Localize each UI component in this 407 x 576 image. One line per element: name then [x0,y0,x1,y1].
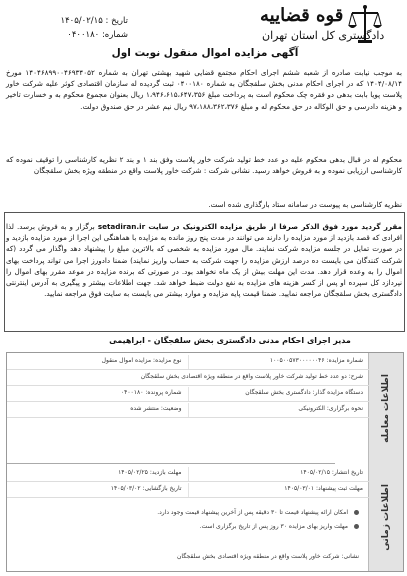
table-footer [177,553,359,560]
list-item [157,509,359,516]
date-value: ۱۴۰۵/۰۲/۱۵ [60,16,103,26]
table-cell: تاریخ انتشار: ۱۴۰۵/۰۲/۱۵ [188,467,370,481]
paragraph-ruling: به موجب نیابت صادره از شعبه ششم اجرای احکام مجتمع قضایی شهید بهشتی تهران به شماره ۱۴۰۴۶۸۹۹۰۰۴۶۹۳۴۰۵۲ مورخ ۱۴۰۴/۰۸/۱۴ که در اجرای احکام مدنی بخش سلقجگان به شماره ۰۴۰۰۱۸۰ ثبت گردیده له سازمان اقتصادی کوثر علیه شرکت خاور پلاست پویا بابت بدهی دو فقره چک محکوم است به پرداخت مبلغ ۱،۹۴۶،۶۱۵،۶۴۷،۳۵۶ ریال بعنوان مجموع محکوم به و خسارت تاخیر و هزینه دادرسی و حق الوکاله در حق محکوم له و مبلغ ۹۷،۱۸۸،۳۶۲،۳۷۶ ریال نیم عشر در حق صندوق دولت. [6,68,402,111]
bullet-icon [354,524,359,529]
table-cell: مهلت بازدید: ۱۴۰۵/۰۲/۲۵ [118,469,182,476]
table-row [7,371,369,386]
bullet-icon [354,510,359,515]
footer-text: نشانی: شرکت خاور پلاست واقع در منطقه ویژه اقتصادی بخش سلقجگان [176,553,359,560]
paragraph-auction-terms [6,221,402,327]
number-label: شماره: [101,30,128,40]
auction-terms-lead: مقرر گردید مورد فوق الذکر صرفا از طریق مزایده الکترونیک در سایت setadiran.ir [97,222,402,231]
table-cell: مهلت ثبت پیشنهاد: ۱۴۰۵/۰۳/۰۱ [188,483,370,497]
auction-info-table [6,352,404,572]
notice-title: آگهی مزایده اموال منقول نوبت اول [111,47,299,59]
table-cell: تاریخ بازگشایی: ۱۴۰۵/۰۳/۰۲ [110,485,182,492]
table-cell: شماره مزایده: ۱۰۰۵۰۰۵۷۳۰۰۰۰۰۰۴۶ [188,355,370,369]
table-row [7,387,369,402]
section-label-timing: اطلاعات زمانی [381,483,391,551]
signature-line: مدیر اجرای احکام مدنی دادگستری بخش سلقجگان - ابراهیمی [109,336,351,345]
note-text: امکان ارائه پیشنهاد قیمت تا ۳۰ دقیقه پس از آخرین پیشنهاد قیمت وجود دارد. [157,509,348,516]
table-cell: نوع مزایده: مزایده اموال منقول [101,357,182,364]
section-divider [7,463,335,464]
table-rows [7,353,369,571]
table-row [7,467,369,482]
list-item [200,523,359,530]
paragraph-seizure: محکوم له در قبال بدهی محکوم علیه دو عدد خط تولید شرکت خاور پلاست وفق بند ۱ و بند ۲ نظریه کارشناسی را توقیف نموده که کارشناسی ارزیابی نموده و به فروش خواهد رسید. نشانی شرکت : شرکت خاور پلاست واقع در منطقه ویژه بخش سلقجگان [6,155,402,176]
table-row [7,355,369,370]
note-text: مهلت واریز بهای مزایده ۳۰ روز پس از تاریخ برگزاری است. [199,523,348,530]
brand-title: قوه قضاییه [260,5,344,26]
auction-terms-body: برگزار و به فروش برسد. لذا افرادی که قصد بازدید از مورد مزایده را دارند می توانند در مدت پنج روز مانده به مزایده با هماهنگی این اجرا از مورد مزایده بازدید و در صورت تمایل در جلسه مزایده شرکت نمایند. مال مورد مزایده به شخصی که بالاترین مبلغ را پیشنهاد دهد واگذار می گردد (که شرکت کنندگان می بایست ده درصد ارزش مزایده را جهت شرکت به حساب واریز نمایند) ضمنا دادورز اجرا می تواند پرداخت بهای اموال را به وعده قرار دهد. مدت این مهلت بیش از یک ماه نخواهد بود. در صورتی که برنده مزایده در موعد مقرر بهای اموال را نپردازد کل سپرده او پس از کسر هزینه های مزایده به نفع دولت ضبط خواهد شد. جهت اطلاعات بیشتر و پیگیری به آدرس اینترنتی دادگستری بخش سلقجگان مراجعه نمایید. ضمنا قیمت پایه مزایده و موارد بیشتر می بایست به سایت فوق مراجعه نمایید. [6,222,402,299]
brand-subtitle: دادگستری کل استان تهران [262,29,385,42]
notice-meta [8,14,128,42]
table-cell: دستگاه مزایده گذار: دادگستری بخش سلقجگان [188,387,370,401]
table-cell: نحوه برگزاری: الکترونیکی [188,403,370,417]
table-row [7,403,369,418]
table-cell: شماره پرونده: ۰۴۰۰۱۸۰ [120,389,182,396]
date-label: تاریخ : [105,16,128,26]
number-value: ۰۴۰۰۱۸۰ [67,30,100,40]
table-cell: شرح: دو عدد خط تولید شرکت خاور پلاست واقع در منطقه ویژه اقتصادی بخش سلقجگان [140,373,363,380]
table-cell: وضعیت: منتشر شده [130,405,182,412]
table-row [7,483,369,498]
paragraph-expert-report: نظریه کارشناسی به پیوست در سامانه ستاد بارگذاری شده است. [208,200,402,209]
section-label-deal: اطلاعات معامله [381,373,391,443]
